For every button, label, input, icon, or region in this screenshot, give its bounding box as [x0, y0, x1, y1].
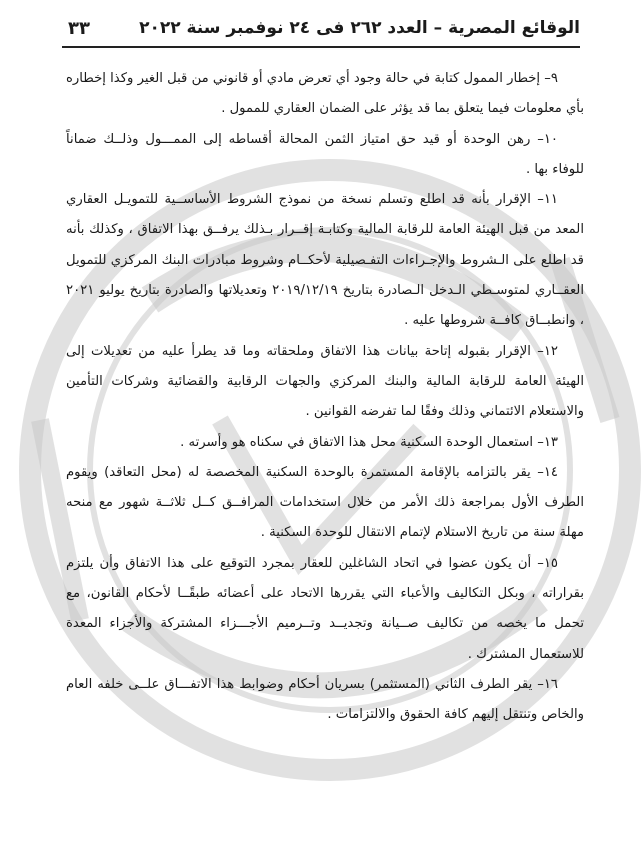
clause-16: ١٦– يقر الطرف الثاني (المستثمر) بسريان أحكام وضوابط هذا الاتفـــاق علــى خلفه العام والخاص وتنتقل إليهم كافة الحقوق والالتزامات . — [66, 676, 584, 723]
clause-15: ١٥– أن يكون عضوا في اتحاد الشاغلين للعقار بمجرد التوقيع على هذا الاتفاق وأن يلتزم بقراراته ، وبكل التكاليف والأعباء التي يقررها الاتحاد على أعضائه طبقًــا لأحكام القانون، مع تحمل ما يخصه من تكاليف صــيانة وتجديــد وتــرميم الأجـــزاء المشتركة والأجزاء المعدة للاستعمال المشترك . — [66, 555, 584, 662]
clause-13: ١٣– استعمال الوحدة السكنية محل هذا الاتفاق في سكناه هو وأسرته . — [180, 434, 558, 450]
clause-14: ١٤– يقر بالتزامه بالإقامة المستمرة بالوحدة السكنية المخصصة له (محل التعاقد) ويقوم الطرف الأول بمراجعة ذلك الأمر من خلال استخدامات المرافــق كــل ثلاثــة شهور مع منحه مهلة سنة من تاريخ الاستلام لإتمام الانتقال للوحدة السكنية . — [66, 464, 584, 541]
clauses-body — [66, 64, 584, 731]
page-number: ٣٣ — [68, 18, 90, 39]
clause-12: ١٢– الإقرار بقبوله إتاحة بيانات هذا الاتفاق وملحقاته وما قد يطرأ عليه من تعديلات إلى الهيئة العامة للرقابة المالية والبنك المركزي والجهات الرقابية والقضائية وشركات التأمين والاستعلام الائتماني وذلك وفقًا لما تفرضه القوانين . — [66, 343, 584, 420]
clause-9: ٩– إخطار الممول كتابة في حالة وجود أي تعرض مادي أو قانوني من قبل الغير وكذا إخطاره بأي معلومات فيما يتعلق بما قد يؤثر على الضمان العقاري للممول . — [66, 71, 584, 117]
page-header — [62, 14, 580, 48]
clause-10: ١٠– رهن الوحدة أو قيد حق امتياز الثمن المحالة أقساطه إلى الممـــول وذلــك ضماناً للوفاء بها . — [66, 131, 584, 177]
gazette-title: الوقائع المصرية – العدد ٢٦٢ فى ٢٤ نوفمبر سنة ٢٠٢٢ — [139, 18, 580, 38]
clause-11: ١١– الإقرار بأنه قد اطلع وتسلم نسخة من نموذج الشروط الأساســية للتمويـل العقاري المعد من قبل الهيئة العامة للرقابة المالية وكتابـة إقــرار بـذلك يرفــق بهذا الاتفاق ، وكذلك بأنه قد اطلع على الـشروط والإجـراءات التفـصيلية لأحكــام وشروط مبادرات البنك المركزي للتمويل العقــاري لمتوسـطي الـدخل الـصادرة بتاريخ ٢٠١٩/١٢/١٩ وتعديلاتها والصادرة بتاريخ يوليو ٢٠٢١ ، وانطبــاق كافــة شروطها عليه . — [66, 192, 584, 329]
header-divider — [62, 46, 580, 48]
